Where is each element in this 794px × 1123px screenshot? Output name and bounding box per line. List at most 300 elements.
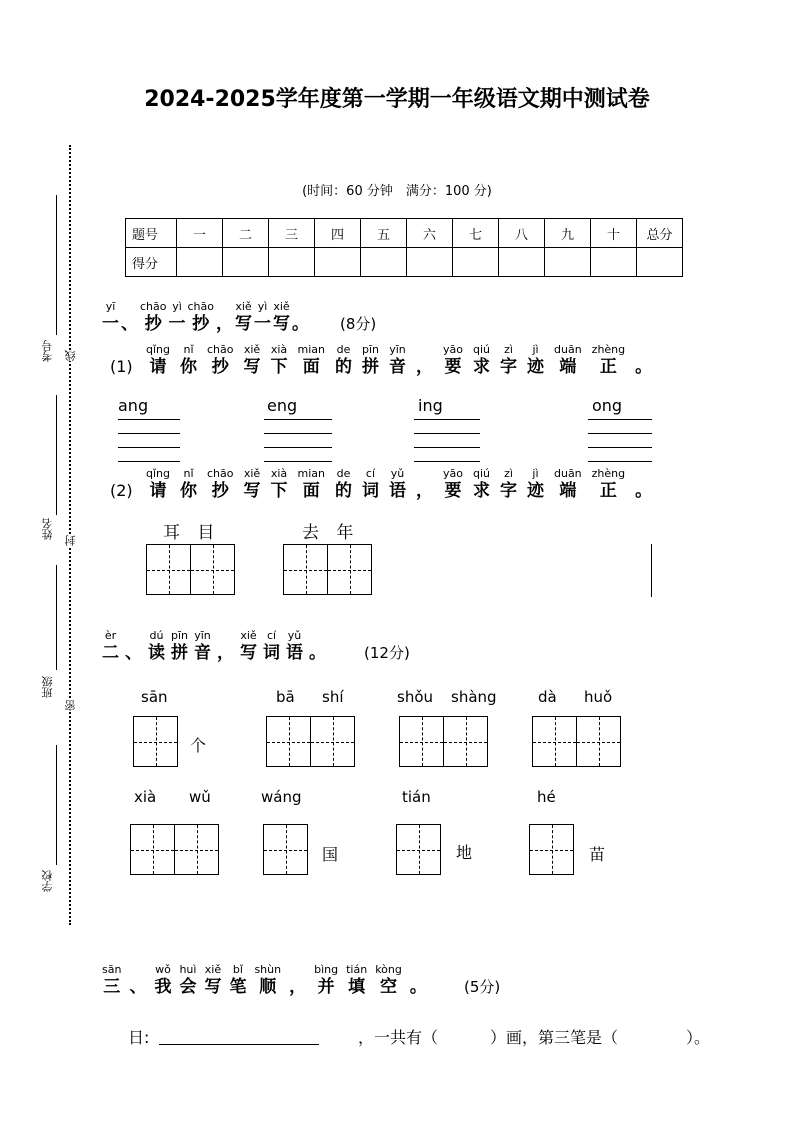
stroke-order-answer-line[interactable] bbox=[159, 1044, 319, 1045]
pinyin-char-cell bbox=[271, 468, 288, 502]
pinyin-annotation: xiě bbox=[204, 963, 222, 976]
pinyin-annotation: qiú bbox=[472, 467, 490, 480]
pinyin-annotation bbox=[132, 630, 136, 642]
pinyin-annotation: yǔ bbox=[287, 629, 302, 642]
pinyin-prompt: xià bbox=[134, 788, 157, 806]
divider bbox=[651, 544, 652, 597]
pinyin-annotation: de bbox=[336, 467, 351, 480]
grid-cell[interactable] bbox=[266, 716, 311, 767]
hanzi-char: 空 bbox=[380, 977, 398, 997]
grid-cell[interactable] bbox=[263, 824, 308, 875]
pinyin-char-cell bbox=[179, 964, 196, 998]
score-cell[interactable] bbox=[545, 248, 591, 277]
pinyin-char-cell bbox=[443, 344, 463, 378]
grid-cell[interactable] bbox=[133, 716, 178, 767]
hanzi-char: 要 bbox=[444, 481, 462, 501]
hanzi-char: 要 bbox=[444, 357, 462, 377]
hanzi-char: 写 bbox=[235, 314, 252, 334]
pinyin-char-cell bbox=[346, 964, 367, 998]
seal-mark-secret: 密 bbox=[64, 700, 77, 711]
hanzi-char: 字 bbox=[499, 481, 517, 501]
score-table-col: 一 bbox=[177, 219, 223, 248]
hanzi-char: 你 bbox=[180, 481, 197, 501]
pinyin-char-cell bbox=[416, 468, 433, 502]
pinyin-char-cell bbox=[362, 468, 379, 502]
hanzi-char: 写 bbox=[204, 977, 222, 997]
hanzi-char: 的 bbox=[334, 357, 352, 377]
pinyin-annotation: nǐ bbox=[183, 343, 194, 356]
writing-line[interactable] bbox=[118, 447, 180, 448]
hanzi-char: 面 bbox=[302, 481, 320, 501]
pinyin-annotation: yīn bbox=[389, 343, 406, 356]
hanzi-char: 写 bbox=[273, 314, 290, 334]
score-cell[interactable] bbox=[453, 248, 499, 277]
hanzi-char: 词 bbox=[361, 481, 379, 501]
pinyin-annotation bbox=[136, 964, 140, 976]
hanzi-char: 求 bbox=[472, 481, 490, 501]
pinyin-char-cell bbox=[389, 344, 406, 378]
pinyin-annotation: xiě bbox=[235, 300, 252, 313]
pinyin-annotation bbox=[299, 301, 303, 313]
pinyin-practice-label: eng bbox=[267, 396, 298, 415]
writing-line[interactable] bbox=[118, 461, 180, 462]
hanzi-char: 写 bbox=[243, 481, 261, 501]
section2-heading bbox=[102, 630, 332, 664]
word-to-copy: 去 年 bbox=[302, 523, 360, 543]
hanzi-char: 抄 bbox=[144, 314, 162, 334]
hanzi-char: 你 bbox=[180, 357, 197, 377]
hanzi-char: 下 bbox=[270, 481, 288, 501]
hanzi-char: 、 bbox=[121, 314, 138, 334]
score-table-col: 六 bbox=[407, 219, 453, 248]
score-table-score-row bbox=[126, 248, 683, 277]
grid-cell[interactable] bbox=[532, 716, 577, 767]
writing-line[interactable] bbox=[264, 447, 332, 448]
writing-grid[interactable] bbox=[146, 544, 235, 595]
class-rule bbox=[56, 565, 57, 670]
pinyin-char-cell bbox=[140, 301, 167, 335]
pinyin-char-cell bbox=[229, 964, 246, 998]
grid-cell[interactable] bbox=[310, 716, 355, 767]
pinyin-annotation: chāo bbox=[207, 467, 234, 480]
pinyin-prompt: tián bbox=[402, 788, 431, 806]
q1-instruction bbox=[146, 344, 662, 378]
pinyin-char-cell bbox=[207, 468, 234, 502]
pinyin-char-cell bbox=[500, 344, 517, 378]
pinyin-annotation: pīn bbox=[361, 343, 379, 356]
score-cell[interactable] bbox=[361, 248, 407, 277]
score-table-col: 七 bbox=[453, 219, 499, 248]
section1-heading bbox=[102, 301, 311, 335]
pinyin-prompt: shàng bbox=[451, 688, 497, 706]
pinyin-char-cell bbox=[298, 344, 325, 378]
hanzi-char: 音 bbox=[194, 643, 212, 663]
pinyin-annotation: qiú bbox=[472, 343, 490, 356]
grid-cell[interactable] bbox=[146, 544, 191, 595]
pinyin-char-cell bbox=[121, 301, 138, 335]
writing-grid[interactable] bbox=[283, 544, 372, 595]
pinyin-annotation: zì bbox=[504, 467, 513, 480]
pinyin-char-cell bbox=[554, 344, 582, 378]
pinyin-annotation: yì bbox=[172, 300, 182, 313]
pinyin-annotation: xiě bbox=[240, 629, 257, 642]
hanzi-char: ， bbox=[416, 357, 433, 377]
grid-cell[interactable] bbox=[576, 716, 621, 767]
hanzi-char: 抄 bbox=[211, 357, 229, 377]
pinyin-annotation: cí bbox=[365, 467, 376, 480]
hanzi-char: 、 bbox=[125, 643, 142, 663]
pinyin-char-cell bbox=[146, 468, 170, 502]
pinyin-char-cell bbox=[289, 964, 306, 998]
writing-line[interactable] bbox=[588, 419, 652, 420]
hanzi-char: 抄 bbox=[192, 314, 210, 334]
section2-score: (12分) bbox=[364, 644, 410, 662]
name-label: 姓名 bbox=[41, 518, 54, 540]
pinyin-char-cell bbox=[314, 964, 338, 998]
writing-line[interactable] bbox=[264, 419, 332, 420]
pinyin-annotation: xià bbox=[270, 343, 288, 356]
hanzi-char: 语 bbox=[388, 481, 406, 501]
pinyin-char-cell bbox=[154, 964, 171, 998]
pinyin-practice-label: ing bbox=[418, 396, 443, 415]
hanzi-char: 一 bbox=[168, 314, 186, 334]
grid-cell[interactable] bbox=[190, 544, 235, 595]
pinyin-char-cell bbox=[102, 301, 119, 335]
pinyin-char-cell bbox=[129, 964, 146, 998]
score-table-col: 二 bbox=[223, 219, 269, 248]
hanzi-char: 写 bbox=[243, 357, 261, 377]
word-to-copy: 耳 目 bbox=[163, 523, 221, 543]
grid-cell[interactable] bbox=[283, 544, 328, 595]
pinyin-annotation: chāo bbox=[207, 343, 234, 356]
writing-line[interactable] bbox=[414, 447, 480, 448]
writing-line[interactable] bbox=[414, 461, 480, 462]
pinyin-annotation: yīn bbox=[194, 629, 211, 642]
pinyin-annotation: xiě bbox=[243, 343, 261, 356]
grid-cell[interactable] bbox=[443, 716, 488, 767]
pinyin-annotation: xiě bbox=[243, 467, 261, 480]
hanzi-char: 端 bbox=[559, 357, 577, 377]
hanzi-char: 。 bbox=[635, 357, 653, 377]
writing-line[interactable] bbox=[414, 419, 480, 420]
pinyin-annotation: xià bbox=[270, 467, 288, 480]
grid-cell[interactable] bbox=[529, 824, 574, 875]
pinyin-annotation: bǐ bbox=[232, 963, 243, 976]
score-table-header-label: 题号 bbox=[126, 219, 177, 248]
pinyin-char-cell bbox=[410, 964, 427, 998]
given-character: 苗 bbox=[589, 845, 606, 864]
pinyin-char-cell bbox=[207, 344, 234, 378]
writing-line[interactable] bbox=[118, 433, 180, 434]
answer-grid[interactable] bbox=[396, 824, 441, 875]
writing-line[interactable] bbox=[414, 433, 480, 434]
score-table-col: 十 bbox=[591, 219, 637, 248]
hanzi-char: 、 bbox=[129, 977, 147, 997]
score-table-col: 九 bbox=[545, 219, 591, 248]
score-cell[interactable] bbox=[315, 248, 361, 277]
pinyin-char-cell bbox=[292, 301, 309, 335]
pinyin-annotation bbox=[423, 344, 427, 356]
class-label: 班级 bbox=[41, 676, 54, 698]
pinyin-char-cell bbox=[240, 630, 257, 664]
writing-line[interactable] bbox=[588, 447, 652, 448]
section3-score: (5分) bbox=[464, 978, 501, 996]
hanzi-char: ， bbox=[217, 643, 235, 663]
score-cell[interactable] bbox=[407, 248, 453, 277]
pinyin-char-cell bbox=[635, 468, 652, 502]
pinyin-annotation: cí bbox=[266, 629, 277, 642]
hanzi-char: 的 bbox=[334, 481, 352, 501]
hanzi-char: 音 bbox=[389, 357, 406, 377]
pinyin-annotation bbox=[417, 964, 421, 976]
seal-mark-seal: 封 bbox=[64, 535, 77, 546]
hanzi-char: 。 bbox=[309, 643, 327, 663]
q1-number: (1) bbox=[110, 357, 133, 376]
pinyin-annotation bbox=[316, 630, 320, 642]
pinyin-annotation: de bbox=[336, 343, 351, 356]
pinyin-char-cell bbox=[443, 468, 463, 502]
score-cell[interactable] bbox=[177, 248, 223, 277]
q2-number: (2) bbox=[110, 481, 133, 500]
writing-line[interactable] bbox=[588, 461, 652, 462]
pinyin-annotation: mian bbox=[297, 343, 325, 356]
score-cell[interactable] bbox=[637, 248, 683, 277]
pinyin-annotation: nǐ bbox=[183, 467, 194, 480]
hanzi-char: 。 bbox=[292, 314, 309, 334]
pinyin-annotation bbox=[128, 301, 132, 313]
hanzi-char: 端 bbox=[559, 481, 577, 501]
pinyin-annotation: bìng bbox=[314, 963, 339, 976]
pinyin-char-cell bbox=[592, 468, 625, 502]
pinyin-char-cell bbox=[216, 301, 233, 335]
hanzi-char: 一 bbox=[254, 314, 271, 334]
hanzi-char: 正 bbox=[599, 481, 617, 501]
writing-line[interactable] bbox=[118, 419, 180, 420]
pinyin-char-cell bbox=[188, 301, 215, 335]
pinyin-annotation: yǔ bbox=[390, 467, 405, 480]
pinyin-char-cell bbox=[125, 630, 142, 664]
score-cell[interactable] bbox=[591, 248, 637, 277]
hanzi-char: 写 bbox=[240, 643, 258, 663]
pinyin-annotation: shùn bbox=[254, 963, 282, 976]
pinyin-prompt: sān bbox=[141, 688, 168, 706]
pinyin-char-cell bbox=[102, 630, 119, 664]
pinyin-char-cell bbox=[204, 964, 221, 998]
stroke-question-text: ）画，第三笔是（ bbox=[490, 1028, 619, 1047]
score-cell[interactable] bbox=[269, 248, 315, 277]
hanzi-char: 填 bbox=[348, 977, 366, 997]
pinyin-char-cell bbox=[263, 630, 280, 664]
pinyin-annotation: chāo bbox=[187, 300, 214, 313]
answer-grid[interactable] bbox=[133, 716, 178, 767]
hanzi-char: 并 bbox=[317, 977, 335, 997]
q2-instruction bbox=[146, 468, 662, 502]
pinyin-annotation: duān bbox=[553, 467, 582, 480]
writing-line[interactable] bbox=[264, 433, 332, 434]
hanzi-char: 三 bbox=[103, 977, 121, 997]
pinyin-char-cell bbox=[309, 630, 326, 664]
pinyin-annotation: mian bbox=[297, 467, 325, 480]
given-character: 个 bbox=[190, 736, 207, 755]
hanzi-char: ， bbox=[216, 314, 233, 334]
stroke-question-char: 日: bbox=[128, 1028, 150, 1047]
exam-info: (时间：60 分钟 满分：100 分) bbox=[302, 184, 492, 199]
hanzi-char: 正 bbox=[599, 357, 617, 377]
pinyin-char-cell bbox=[180, 468, 197, 502]
answer-grid[interactable] bbox=[532, 716, 621, 767]
hanzi-char: 请 bbox=[149, 357, 167, 377]
pinyin-char-cell bbox=[169, 301, 186, 335]
hanzi-char: 请 bbox=[149, 481, 167, 501]
pinyin-char-cell bbox=[298, 468, 325, 502]
pinyin-char-cell bbox=[635, 344, 652, 378]
pinyin-annotation: yāo bbox=[442, 467, 463, 480]
pinyin-annotation: kòng bbox=[375, 963, 402, 976]
pinyin-char-cell bbox=[527, 468, 544, 502]
answer-grid[interactable] bbox=[529, 824, 574, 875]
pinyin-prompt: huǒ bbox=[584, 688, 613, 706]
pinyin-char-cell bbox=[527, 344, 544, 378]
hanzi-char: 会 bbox=[179, 977, 197, 997]
hanzi-char: 二 bbox=[102, 643, 119, 663]
pinyin-annotation: yì bbox=[257, 300, 268, 313]
pinyin-prompt: shǒu bbox=[397, 688, 434, 706]
pinyin-practice-label: ang bbox=[118, 396, 149, 415]
score-table-header-row bbox=[126, 219, 683, 248]
hanzi-char: 字 bbox=[500, 357, 517, 377]
pinyin-annotation bbox=[642, 468, 646, 480]
score-cell[interactable] bbox=[499, 248, 545, 277]
pinyin-char-cell bbox=[554, 468, 582, 502]
hanzi-char: ， bbox=[289, 977, 307, 997]
pinyin-char-cell bbox=[335, 344, 352, 378]
pinyin-char-cell bbox=[244, 344, 261, 378]
pinyin-char-cell bbox=[244, 468, 261, 502]
pinyin-annotation bbox=[642, 344, 646, 356]
answer-grid[interactable] bbox=[266, 716, 355, 767]
pinyin-prompt: wáng bbox=[261, 788, 302, 806]
answer-grid[interactable] bbox=[130, 824, 219, 875]
page-title: 2024-2025学年度第一学期一年级语文期中测试卷 bbox=[144, 87, 650, 112]
hanzi-char: 拼 bbox=[361, 357, 379, 377]
pinyin-annotation bbox=[223, 301, 227, 313]
pinyin-char-cell bbox=[271, 344, 288, 378]
pinyin-annotation: jì bbox=[532, 467, 539, 480]
pinyin-char-cell bbox=[146, 344, 170, 378]
school-label: 学校 bbox=[41, 870, 54, 892]
hanzi-char: 迹 bbox=[526, 481, 544, 501]
pinyin-annotation bbox=[296, 964, 300, 976]
name-rule bbox=[56, 395, 57, 515]
pinyin-char-cell bbox=[335, 468, 352, 502]
pinyin-prompt: shí bbox=[322, 688, 344, 706]
hanzi-char: 拼 bbox=[171, 643, 188, 663]
pinyin-annotation: chāo bbox=[140, 300, 167, 313]
score-table-col: 五 bbox=[361, 219, 407, 248]
hanzi-char: 顺 bbox=[259, 977, 277, 997]
pinyin-annotation: xiě bbox=[273, 300, 290, 313]
hanzi-char: ， bbox=[415, 481, 433, 501]
hanzi-char: 词 bbox=[263, 643, 281, 663]
pinyin-char-cell bbox=[375, 964, 402, 998]
pinyin-char-cell bbox=[416, 344, 433, 378]
pinyin-annotation: jì bbox=[532, 343, 539, 356]
pinyin-annotation: sān bbox=[102, 963, 122, 976]
pinyin-char-cell bbox=[362, 344, 379, 378]
score-table-row-label: 得分 bbox=[126, 248, 177, 277]
pinyin-prompt: dà bbox=[538, 688, 557, 706]
answer-grid[interactable] bbox=[399, 716, 488, 767]
pinyin-char-cell bbox=[473, 468, 490, 502]
hanzi-char: 。 bbox=[409, 977, 427, 997]
pinyin-char-cell bbox=[592, 344, 625, 378]
pinyin-annotation: yāo bbox=[443, 343, 463, 356]
grid-cell[interactable] bbox=[396, 824, 441, 875]
pinyin-annotation: qǐng bbox=[146, 467, 170, 480]
score-cell[interactable] bbox=[223, 248, 269, 277]
pinyin-char-cell bbox=[171, 630, 188, 664]
hanzi-char: 下 bbox=[270, 357, 288, 377]
pinyin-practice-label: ong bbox=[592, 396, 623, 415]
hanzi-char: 一 bbox=[102, 314, 119, 334]
exam-number-rule bbox=[56, 195, 57, 335]
hanzi-char: 语 bbox=[286, 643, 304, 663]
pinyin-annotation: èr bbox=[104, 629, 117, 642]
pinyin-prompt: wǔ bbox=[189, 788, 211, 806]
writing-line[interactable] bbox=[588, 433, 652, 434]
pinyin-annotation: qǐng bbox=[146, 343, 170, 356]
pinyin-annotation: yī bbox=[105, 300, 116, 313]
section3-heading bbox=[102, 964, 435, 998]
given-character: 国 bbox=[322, 845, 339, 864]
pinyin-char-cell bbox=[389, 468, 406, 502]
given-character: 地 bbox=[456, 843, 473, 862]
score-table-col: 三 bbox=[269, 219, 315, 248]
hanzi-char: 面 bbox=[302, 357, 320, 377]
pinyin-annotation: tián bbox=[346, 963, 368, 976]
pinyin-char-cell bbox=[217, 630, 234, 664]
exam-number-label: 考号 bbox=[41, 340, 54, 362]
pinyin-char-cell bbox=[473, 344, 490, 378]
hanzi-char: 笔 bbox=[229, 977, 247, 997]
writing-line[interactable] bbox=[264, 461, 332, 462]
pinyin-annotation bbox=[224, 630, 228, 642]
grid-cell[interactable] bbox=[399, 716, 444, 767]
pinyin-annotation: pīn bbox=[171, 629, 189, 642]
grid-cell[interactable] bbox=[327, 544, 372, 595]
stroke-question-text: ）。 bbox=[686, 1028, 711, 1047]
answer-grid[interactable] bbox=[263, 824, 308, 875]
score-table-col: 总分 bbox=[637, 219, 683, 248]
pinyin-char-cell bbox=[254, 964, 281, 998]
pinyin-annotation: dú bbox=[149, 629, 164, 642]
hanzi-char: 读 bbox=[148, 643, 165, 663]
pinyin-char-cell bbox=[180, 344, 197, 378]
hanzi-char: 我 bbox=[154, 977, 172, 997]
school-rule bbox=[56, 745, 57, 865]
pinyin-char-cell bbox=[273, 301, 290, 335]
hanzi-char: 迹 bbox=[527, 357, 544, 377]
pinyin-annotation bbox=[423, 468, 427, 480]
pinyin-prompt: bā bbox=[276, 688, 295, 706]
seal-mark-line: 线 bbox=[64, 350, 77, 361]
section1-score: (8分) bbox=[340, 315, 377, 333]
grid-cell[interactable] bbox=[174, 824, 219, 875]
pinyin-annotation: zhèng bbox=[591, 343, 626, 356]
grid-cell[interactable] bbox=[130, 824, 175, 875]
pinyin-annotation: huì bbox=[179, 963, 197, 976]
pinyin-char-cell bbox=[254, 301, 271, 335]
